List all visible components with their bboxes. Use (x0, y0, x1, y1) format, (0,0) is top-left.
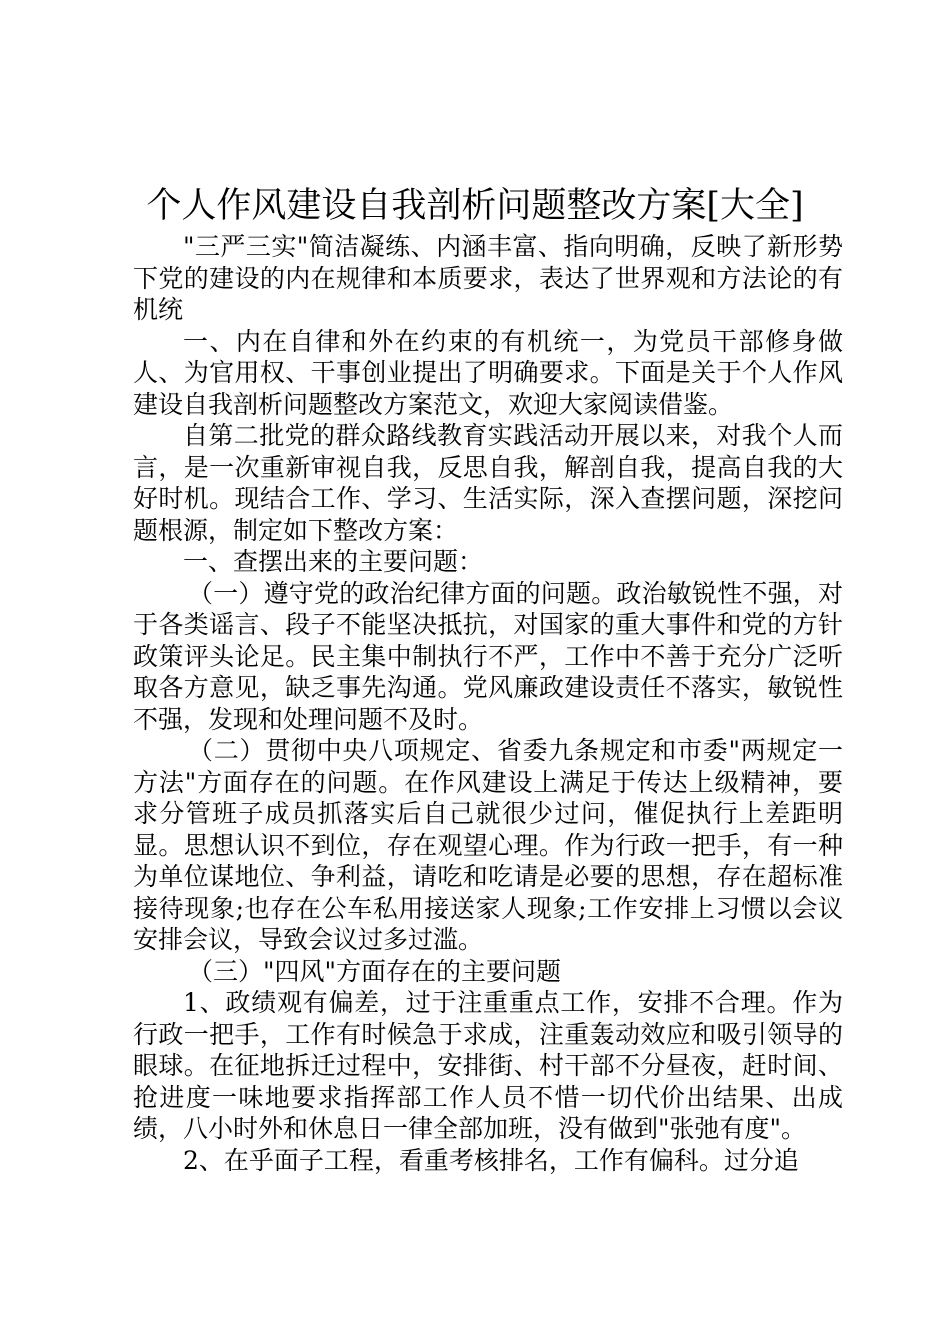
subsection-heading: （三）"四风"方面存在的主要问题 (188, 956, 561, 986)
document-title: 个人作风建设自我剖析问题整改方案[大全] (146, 186, 804, 226)
paragraph: （一）遵守党的政治纪律方面的问题。政治敏锐性不强，对于各类谣言、段子不能坚决抵抗，对国家的重大事件和党的方针政策评头论足。民主集中制执行不严，工作中不善于充分广泛听取各方意见，缺乏事先沟通。党风廉政建设责任不落实，敏锐性不强，发现和处理问题不及时。 (133, 578, 843, 734)
paragraph: "三严三实"简洁凝练、内涵丰富、指向明确，反映了新形势下党的建设的内在规律和本质要求，表达了世界观和方法论的有机统 (133, 232, 843, 324)
section-heading: 一、查摆出来的主要问题： (183, 547, 484, 576)
paragraph: 1、政绩观有偏差，过于注重重点工作，安排不合理。作为行政一把手，工作有时候急于求成，注重轰动效应和吸引领导的眼球。在征地拆迁过程中，安排街、村干部不分昼夜，赶时间、抢进度一味地要求指挥部工作人员不惜一切代价出结果、出成绩，八小时外和休息日一律全部加班，没有做到"张弛有度"。 (133, 988, 843, 1143)
paragraph: 一、内在自律和外在约束的有机统一，为党员干部修身做人、为官用权、干事创业提出了明确要求。下面是关于个人作风建设自我剖析问题整改方案范文，欢迎大家阅读借鉴。 (133, 326, 843, 419)
paragraph: 自第二批党的群众路线教育实践活动开展以来，对我个人而言，是一次重新审视自我，反思自我，解剖自我，提高自我的大好时机。现结合工作、学习、生活实际，深入查摆问题，深挖问题根源，制定如下整改方案： (133, 421, 843, 545)
paragraph: 2、在乎面子工程，看重考核排名，工作有偏科。过分追 (183, 1145, 799, 1175)
paragraph: （二）贯彻中央八项规定、省委九条规定和市委"两规定一方法"方面存在的问题。在作风建设上满足于传达上级精神，要求分管班子成员抓落实后自己就很少过问，催促执行上差距明显。思想认识不到位，存在观望心理。作为行政一把手，有一种为单位谋地位、争利益，请吃和吃请是必要的思想，存在超标准接待现象;也存在公车私用接送家人现象;工作安排上习惯以会议安排会议，导致会议过多过滥。 (133, 736, 843, 954)
document-body (133, 231, 843, 1176)
